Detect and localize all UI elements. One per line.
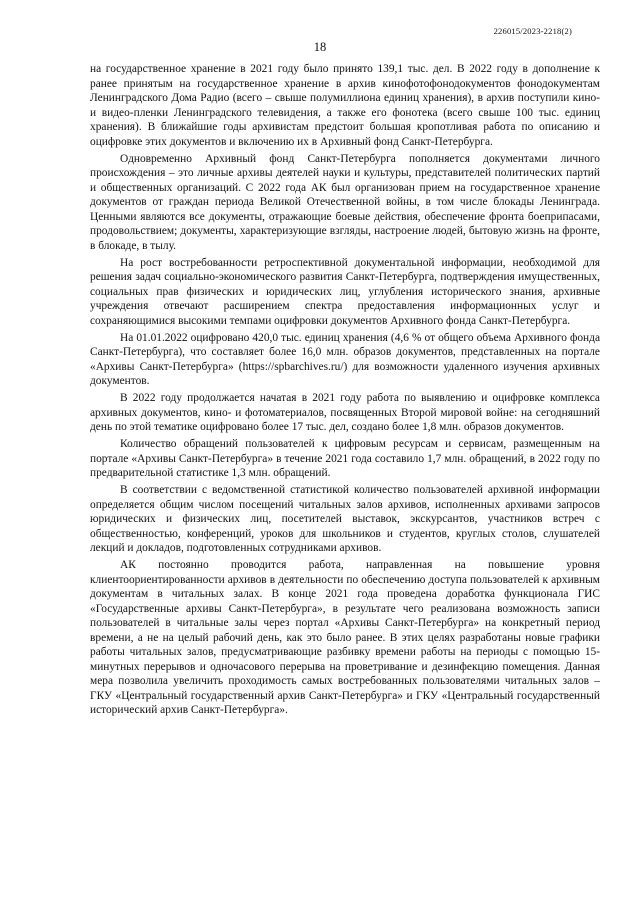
paragraph-ww2-digitization: В 2022 году продолжается начатая в 2021 году работа по выявлению и оцифровке комплекса архивных документов, кино- и фотоматериалов, посвященных Второй мировой войне: на сегодняшний день по этой тематике оцифровано более 17 тыс. дел, создано более 1,8 млн. образов документов. [90,392,600,433]
paragraph-personal-archives: Одновременно Архивный фонд Санкт-Петербурга пополняется документами личного происхождения – это личные архивы деятелей науки и культуры, представителей политических партий и общественных организаций. С 2022 года АК был организован прием на государственное хранение документов от граждан периода Великой Отечественной войны, в том числе блокады Ленинграда. Ценными являются все документы, отражающие боевые действия, обеспечение фронта боеприпасами, продовольствием; документы, характеризующие взгляды, настроение людей, бытовую жизнь на фронте, в блокаде, в тылу. [90,152,600,252]
paragraph-demand-growth: На рост востребованности ретроспективной документальной информации, необходимой для решения задач социально-экономического развития Санкт-Петербурга, подтверждения имущественных, социальных прав физических и юридических лиц, углубления исторического знания, архивные учреждения отвечают расширением спектра предоставления информационных услуг и сохраняющимися высокими темпами оцифровки документов Архивного фонда Санкт-Петербурга. [90,256,600,327]
paragraph-digitization-stats: На 01.01.2022 оцифровано 420,0 тыс. единиц хранения (4,6 % от общего объема Архивного фонда Санкт-Петербурга), что составляет более 16,0 млн. образов документов, представленных на портале «Архивы Санкт-Петербурга» (https://spbarchives.ru/) для возможности удаленного изучения архивных документов. [90,331,600,387]
paragraph-continuation: на государственное хранение в 2021 году было принято 139,1 тыс. дел. В 2022 году в дополнение к ранее принятым на государственное хранение в архив кинофотофонодокументов фонодокументам Ленинградского Дома Радио (всего – свыше полумиллиона единиц хранения), в архив поступили кино- и видео-пленки Ленинградского телевидения, а также его фонотека (всего свыше 100 тыс. единиц хранения). В ближайшие годы архивистам предстоит большая кропотливая работа по описанию и оцифровке этих документов и включению их в Архивный фонд Санкт-Петербурга. [90,63,600,148]
paragraph-reading-rooms: АК постоянно проводится работа, направленная на повышение уровня клиентоориентированности архивов в деятельности по обеспечению доступа пользователей к архивным документам в читальных залах. В конце 2021 года проведена доработка функционала ГИС «Государственные архивы Санкт-Петербурга», в результате чего реализована возможность записи пользователей в читальные залы через портал «Архивы Санкт-Петербурга» на конкретный период времени, а не на целый рабочий день, как это было ранее. В этих целях разработаны новые графики работы читальных залов, предусматривающие разбивку времени работы на периоды с помощью 15-минутных перерывов и одночасового перерыва на проветривание и дезинфекцию помещения. Данная мера позволила увеличить проходимость самых востребованных пользователями читальных залов – ГКУ «Центральный государственный архив Санкт-Петербурга» и ГКУ «Центральный государственный исторический архив Санкт-Петербурга». [90,559,600,716]
paragraph-portal-requests: Количество обращений пользователей к цифровым ресурсам и сервисам, размещенным на портале «Архивы Санкт-Петербурга» в течение 2021 года составило 1,7 млн. обращений, в 2022 году по предварительной статистике 1,3 млн. обращений. [90,438,600,479]
document-body [90,62,600,720]
paragraph-user-statistics: В соответствии с ведомственной статистикой количество пользователей архивной информации определяется общим числом посещений читальных залов архивов, исполненных архивами запросов юридических и физических лиц, посетителей выставок, экскурсантов, участников встреч с общественностью, конференций, уроков для школьников и студентов, круглых столов, слушателей лекций и докладов, подготовленных сотрудниками архивов. [90,484,600,554]
page-number: 18 [313,40,327,54]
document-id: 226015/2023-2218(2) [493,26,572,36]
